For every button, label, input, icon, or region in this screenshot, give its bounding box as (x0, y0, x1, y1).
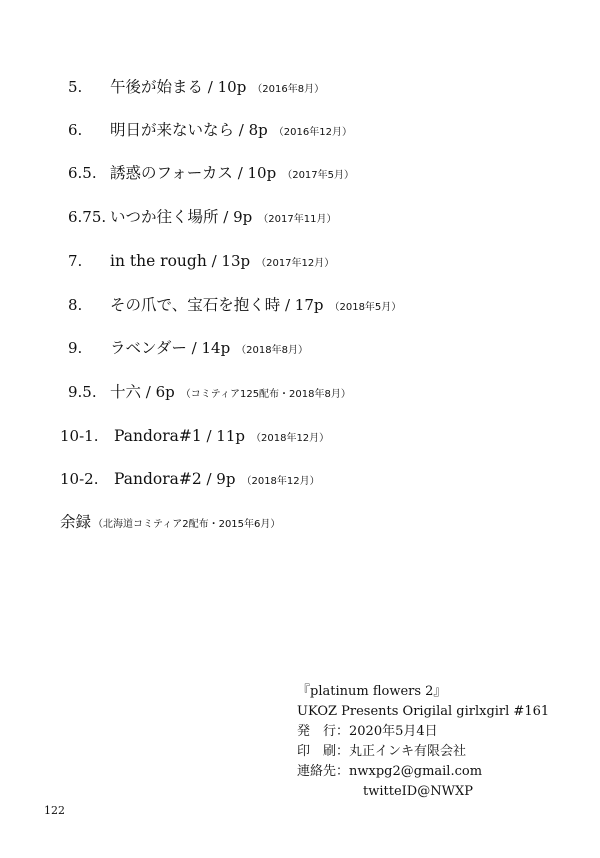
toc-entry (0, 333, 600, 363)
colophon-contact: 連絡先：nwxpg2@gmail.com (297, 764, 483, 779)
toc-entry (0, 290, 600, 320)
toc-entry-title (110, 115, 352, 148)
toc-entry-title-text: in the rough (110, 252, 207, 270)
toc-entry-note: （2016年8月） (252, 84, 325, 95)
toc-entry-note: （北海道コミティア2配布・2015年6月） (93, 519, 281, 530)
toc-entry-title (110, 333, 308, 366)
colophon-title: 『platinum flowers 2』 (297, 684, 447, 699)
toc-entry-number: 9. (68, 339, 83, 357)
toc-entry-number: 10-2. (60, 470, 99, 488)
toc-entry-note: （2018年12月） (251, 433, 330, 444)
toc-entry-title-text: 明日が来ないなら (110, 121, 235, 139)
toc-entry-pages: / 13p (206, 252, 251, 270)
toc-entry-title (110, 202, 336, 235)
toc-entry-extra (0, 507, 600, 537)
toc-entry-title (114, 464, 320, 497)
toc-entry-title-text: Pandora#1 (114, 427, 202, 445)
toc-entry-number: 8. (68, 296, 83, 314)
toc-entry-note: （2017年12月） (256, 258, 335, 269)
toc-entry-pages: / 6p (141, 383, 175, 401)
toc-entry (0, 464, 600, 494)
toc-entry-pages: / 9p (218, 208, 253, 226)
toc-entry-title-text: その爪で、宝石を抱く時 (110, 296, 281, 314)
toc-entry-title (60, 507, 280, 540)
toc-entry (0, 202, 600, 232)
toc-entry-number: 5. (68, 78, 83, 96)
toc-entry-title (110, 290, 401, 323)
colophon (297, 682, 592, 802)
toc-entry-pages: / 10p (203, 78, 247, 96)
toc-entry-title-text: いつか往く場所 (110, 208, 219, 226)
toc-entry-pages: / 10p (232, 164, 277, 182)
toc-entry-number: 6. (68, 121, 83, 139)
toc-entry (0, 421, 600, 451)
toc-entry-note: （2018年5月） (329, 302, 402, 313)
toc-entry-title (110, 246, 334, 279)
toc-entry (0, 246, 600, 276)
toc-entry-title-text: 余録 (60, 513, 92, 531)
toc-entry-pages: / 9p (201, 470, 236, 488)
toc-entry (0, 115, 600, 145)
toc-entry-pages: / 14p (186, 339, 231, 357)
toc-entry-title (114, 421, 329, 454)
colophon-presents: UKOZ Presents Origilal girlxgirl #161 (297, 704, 550, 719)
toc-entry-number: 7. (68, 252, 83, 270)
toc-entry-number: 6.75. (68, 208, 107, 226)
toc-entry-note: （2017年5月） (282, 170, 355, 181)
toc-entry-title-text: ラベンダー (110, 339, 187, 357)
toc-entry-number: 10-1. (60, 427, 99, 445)
toc-entry-title-text: 誘惑のフォーカス (110, 164, 233, 182)
toc-entry-title-text: Pandora#2 (114, 470, 202, 488)
toc-entry-pages: / 17p (280, 296, 324, 314)
toc-entry-number: 6.5. (68, 164, 97, 182)
colophon-issue-date: 発 行：2020年5月4日 (297, 724, 438, 739)
colophon-twitter: twitteID@NWXP (363, 784, 473, 799)
toc-entry-note: （2017年11月） (258, 214, 337, 225)
toc-entry-pages: / 11p (201, 427, 245, 445)
toc-entry (0, 158, 600, 188)
toc-entry-title (110, 158, 354, 191)
toc-entry-pages: / 8p (234, 121, 268, 139)
page-number: 122 (44, 804, 65, 817)
toc-entry-title-text: 午後が始まる (110, 78, 204, 96)
toc-entry-note: （2018年12月） (241, 476, 320, 487)
toc-entry-title (110, 377, 351, 410)
colophon-printer: 印 刷：丸正インキ有限会社 (297, 744, 467, 759)
toc-entry-number: 9.5. (68, 383, 97, 401)
toc-entry-note: （2016年12月） (273, 127, 352, 138)
toc-entry-note: （コミティア125配布・2018年8月） (180, 389, 351, 400)
toc-entry (0, 377, 600, 407)
toc-entry-title (110, 72, 324, 105)
toc-entry-title-text: 十六 (110, 383, 142, 401)
toc-entry-note: （2018年8月） (236, 345, 308, 356)
toc-entry (0, 72, 600, 102)
